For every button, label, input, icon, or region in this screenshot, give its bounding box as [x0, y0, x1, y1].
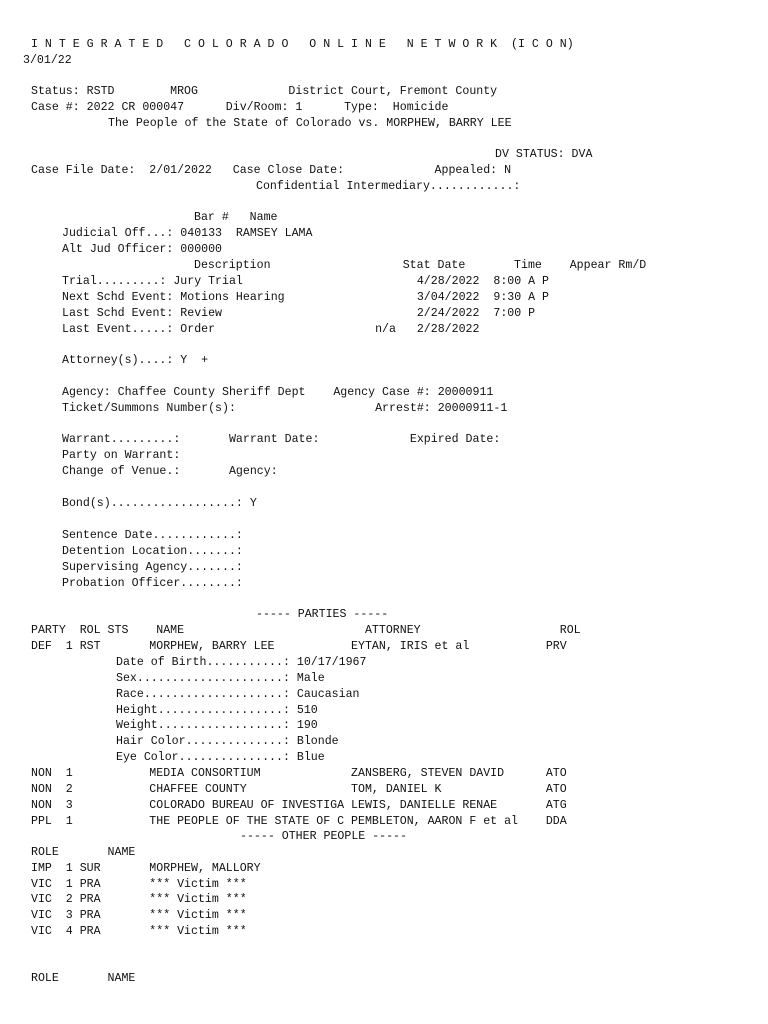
defendant-detail: Eye Color...............: Blue — [116, 751, 325, 764]
defendant-detail: Hair Color..............: Blonde — [116, 735, 339, 748]
party-on-warrant-line: Party on Warrant: — [62, 449, 181, 462]
defendant-row: DEF 1 RST MORPHEW, BARRY LEE EYTAN, IRIS et al PRV — [31, 640, 567, 653]
event-row: Trial.........: Jury Trial 4/28/2022 8:00 A P — [62, 275, 550, 288]
event-row: Last Schd Event: Review 2/24/2022 7:00 P — [62, 307, 536, 320]
change-of-venue-line: Change of Venue.: Agency: — [62, 465, 278, 478]
dv-status: DV STATUS: DVA — [495, 148, 593, 161]
case-caption: The People of the State of Colorado vs. MORPHEW, BARRY LEE — [108, 117, 512, 130]
attorneys-line: Attorney(s)....: Y + — [62, 354, 209, 367]
case-file-date-line: Case File Date: 2/01/2022 Case Close Date: Appealed: N — [31, 164, 512, 177]
other-person-row: IMP 1 SUR MORPHEW, MALLORY — [31, 862, 261, 875]
party-row: NON 2 CHAFFEE COUNTY TOM, DANIEL K ATO — [31, 783, 567, 796]
event-row: Next Schd Event: Motions Hearing 3/04/2022 9:30 A P — [62, 291, 550, 304]
warrant-line: Warrant.........: Warrant Date: Expired Date: — [62, 433, 501, 446]
parties-header: PARTY ROL STS NAME ATTORNEY ROL — [31, 624, 581, 637]
network-title: I N T E G R A T E D C O L O R A D O O N L I N E N E T W O R K (I C O N) — [31, 38, 574, 51]
party-row: NON 1 MEDIA CONSORTIUM ZANSBERG, STEVEN DAVID ATO — [31, 767, 567, 780]
other-person-row: VIC 1 PRA *** Victim *** — [31, 878, 247, 891]
events-header: Description Stat Date Time Appear Rm/D — [194, 259, 647, 272]
case-number-line: Case #: 2022 CR 000047 Div/Room: 1 Type: Homicide — [31, 101, 449, 114]
alt-judicial-officer: Alt Jud Officer: 000000 — [62, 243, 223, 256]
sentence-date-line: Sentence Date............: — [62, 529, 243, 542]
defendant-detail: Date of Birth...........: 10/17/1967 — [116, 656, 367, 669]
probation-officer-line: Probation Officer........: — [62, 577, 243, 590]
confidential-intermediary: Confidential Intermediary............: — [256, 180, 521, 193]
defendant-detail: Sex.....................: Male — [116, 672, 325, 685]
party-row: NON 3 COLORADO BUREAU OF INVESTIGA LEWIS, DANIELLE RENAE ATG — [31, 799, 567, 812]
other-people-header: ROLE NAME — [31, 846, 136, 859]
judicial-officer: Judicial Off...: 040133 RAMSEY LAMA — [62, 227, 313, 240]
agency-line: Agency: Chaffee County Sheriff Dept Agency Case #: 20000911 — [62, 386, 494, 399]
other-person-row: VIC 3 PRA *** Victim *** — [31, 909, 247, 922]
footer-role-header: ROLE NAME — [31, 972, 136, 985]
officer-header: Bar # Name — [194, 211, 278, 224]
report-date: 3/01/22 — [23, 54, 72, 67]
parties-title: ----- PARTIES ----- — [256, 608, 389, 621]
other-people-title: ----- OTHER PEOPLE ----- — [240, 830, 407, 843]
defendant-detail: Height..................: 510 — [116, 704, 318, 717]
detention-location-line: Detention Location.......: — [62, 545, 243, 558]
other-person-row: VIC 2 PRA *** Victim *** — [31, 893, 247, 906]
ticket-summons-line: Ticket/Summons Number(s): Arrest#: 20000911-1 — [62, 402, 508, 415]
supervising-agency-line: Supervising Agency.......: — [62, 561, 243, 574]
event-row: Last Event.....: Order n/a 2/28/2022 — [62, 323, 480, 336]
status-line: Status: RSTD MROG District Court, Fremont County — [31, 85, 498, 98]
party-row: PPL 1 THE PEOPLE OF THE STATE OF C PEMBLETON, AARON F et al DDA — [31, 815, 567, 828]
defendant-detail: Weight..................: 190 — [116, 719, 318, 732]
bond-line: Bond(s)..................: Y — [62, 497, 257, 510]
other-person-row: VIC 4 PRA *** Victim *** — [31, 925, 247, 938]
defendant-detail: Race....................: Caucasian — [116, 688, 360, 701]
